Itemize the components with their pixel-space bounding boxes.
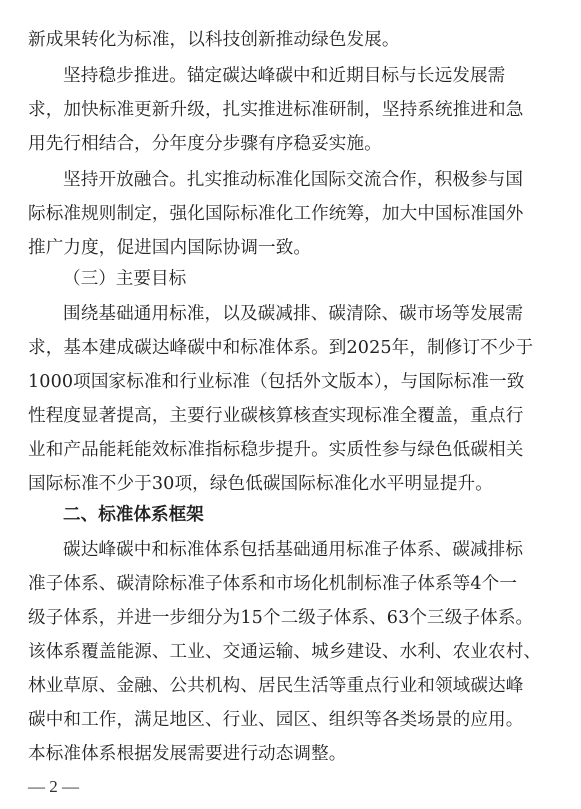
paragraph-goals-line-5: 业和产品能耗能效标准指标稳步提升。实质性参与绿色低碳相关 (28, 440, 524, 460)
paragraph-framework-line-4: 该体系覆盖能源、工业、交通运输、城乡建设、水利、农业农村、 (28, 642, 542, 662)
paragraph-framework-line-6: 碳中和工作，满足地区、行业、园区、组织等各类场景的应用。 (28, 710, 524, 730)
paragraph-goals-line-6: 国际标准不少于30项，绿色低碳国际标准化水平明显提升。 (28, 474, 493, 494)
paragraph-framework-line-2: 准子体系、碳清除标准子体系和市场化机制标准子体系等4个一 (28, 574, 518, 594)
paragraph-stable-line-1: 坚持稳步推进。锚定碳达峰碳中和近期目标与长远发展需 (63, 66, 506, 86)
section-heading-framework: 二、标准体系框架 (63, 505, 204, 525)
subheading-main-goals: （三）主要目标 (63, 269, 187, 289)
page-number: — 2 — (28, 777, 79, 796)
paragraph-innovation-tail: 新成果转化为标准，以科技创新推动绿色发展。 (28, 30, 400, 50)
paragraph-goals-line-1: 围绕基础通用标准，以及碳减排、碳清除、碳市场等发展需 (63, 304, 524, 324)
paragraph-goals-line-4: 性程度显著提高，主要行业碳核算核查实现标准全覆盖，重点行 (28, 406, 524, 426)
paragraph-open-line-2: 际标准规则制定，强化国际标准化工作统筹，加大中国标准国外 (28, 204, 524, 224)
paragraph-open-line-1: 坚持开放融合。扎实推动标准化国际交流合作，积极参与国 (63, 170, 524, 190)
paragraph-framework-line-3: 级子体系，并进一步细分为15个二级子体系、63个三级子体系。 (28, 608, 534, 628)
paragraph-framework-line-5: 林业草原、金融、公共机构、居民生活等重点行业和领域碳达峰 (28, 676, 524, 696)
paragraph-stable-line-2: 求，加快标准更新升级，扎实推进标准研制，坚持系统推进和急 (28, 100, 524, 120)
paragraph-stable-line-3: 用先行相结合，分年度分步骤有序稳妥实施。 (28, 134, 382, 154)
paragraph-framework-line-7: 本标准体系根据发展需要进行动态调整。 (28, 744, 347, 764)
paragraph-goals-line-2: 求，基本建成碳达峰碳中和标准体系。到2025年，制修订不少于 (28, 338, 534, 358)
paragraph-framework-line-1: 碳达峰碳中和标准体系包括基础通用标准子体系、碳减排标 (63, 540, 524, 560)
paragraph-goals-line-3: 1000项国家标准和行业标准（包括外文版本），与国际标准一致 (28, 372, 525, 392)
paragraph-open-line-3: 推广力度，促进国内国际协调一致。 (28, 238, 312, 258)
